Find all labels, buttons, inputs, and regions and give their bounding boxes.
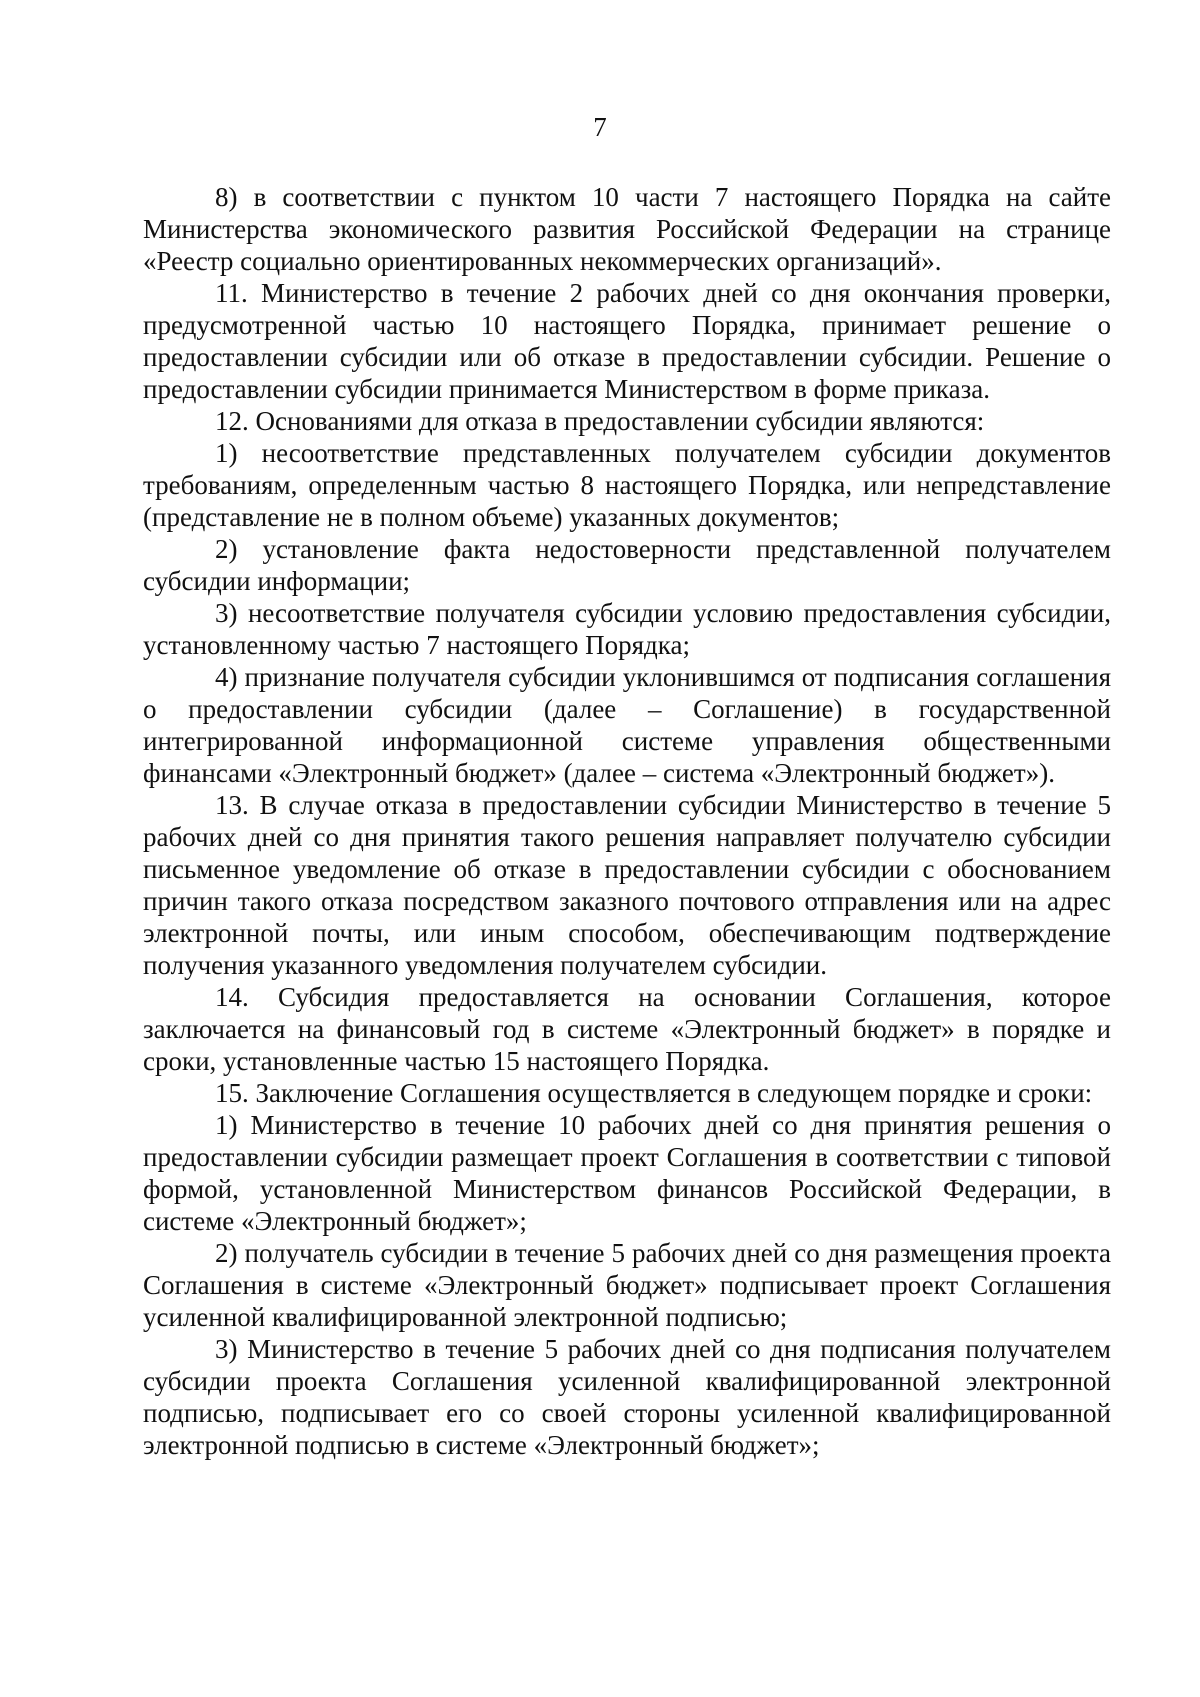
document-body bbox=[143, 181, 1111, 1461]
paragraph-15-item-3: 3) Министерство в течение 5 рабочих дней со дня подписания получателем субсидии проекта Соглашения усиленной квалифицированной электронной подписью, подписывает его со своей стороны усиленной квалифицированной электронной подписью в системе «Электронный бюджет»; bbox=[143, 1334, 1111, 1460]
paragraph-11: 11. Министерство в течение 2 рабочих дней со дня окончания проверки, предусмотренной частью 10 настоящего Порядка, принимает решение о предоставлении субсидии или об отказе в предоставлении субсидии. Решение о предоставлении субсидии принимается Министерством в форме приказа. bbox=[143, 278, 1111, 404]
paragraph-8-item-8: 8) в соответствии с пунктом 10 части 7 настоящего Порядка на сайте Министерства экономического развития Российской Федерации на странице «Реестр социально ориентированных некоммерческих организаций». bbox=[143, 182, 1111, 276]
paragraph-15-item-2: 2) получатель субсидии в течение 5 рабочих дней со дня размещения проекта Соглашения в системе «Электронный бюджет» подписывает проект Соглашения усиленной квалифицированной электронной подписью; bbox=[143, 1238, 1111, 1332]
paragraph-12-item-3: 3) несоответствие получателя субсидии условию предоставления субсидии, установленному частью 7 настоящего Порядка; bbox=[143, 598, 1111, 660]
paragraph-15-item-1: 1) Министерство в течение 10 рабочих дней со дня принятия решения о предоставлении субсидии размещает проект Соглашения в соответствии с типовой формой, установленной Министерством финансов Российской Федерации, в системе «Электронный бюджет»; bbox=[143, 1110, 1111, 1236]
page-number: 7 bbox=[593, 112, 607, 142]
paragraph-12: 12. Основаниями для отказа в предоставлении субсидии являются: bbox=[215, 406, 985, 436]
paragraph-14: 14. Субсидия предоставляется на основании Соглашения, которое заключается на финансовый год в системе «Электронный бюджет» в порядке и сроки, установленные частью 15 настоящего Порядка. bbox=[143, 982, 1111, 1076]
paragraph-15: 15. Заключение Соглашения осуществляется в следующем порядке и сроки: bbox=[215, 1078, 1093, 1108]
paragraph-12-item-2: 2) установление факта недостоверности представленной получателем субсидии информации; bbox=[143, 534, 1111, 596]
paragraph-12-item-4: 4) признание получателя субсидии уклонившимся от подписания соглашения о предоставлении субсидии (далее – Соглашение) в государственной интегрированной информационной системе управления общественными финансами «Электронный бюджет» (далее – система «Электронный бюджет»). bbox=[143, 662, 1111, 788]
paragraph-13: 13. В случае отказа в предоставлении субсидии Министерство в течение 5 рабочих дней со дня принятия такого решения направляет получателю субсидии письменное уведомление об отказе в предоставлении субсидии с обоснованием причин такого отказа посредством заказного почтового отправления или на адрес электронной почты, или иным способом, обеспечивающим подтверждение получения указанного уведомления получателем субсидии. bbox=[143, 790, 1111, 980]
paragraph-12-item-1: 1) несоответствие представленных получателем субсидии документов требованиям, определенным частью 8 настоящего Порядка, или непредставление (представление не в полном объеме) указанных документов; bbox=[143, 438, 1111, 532]
